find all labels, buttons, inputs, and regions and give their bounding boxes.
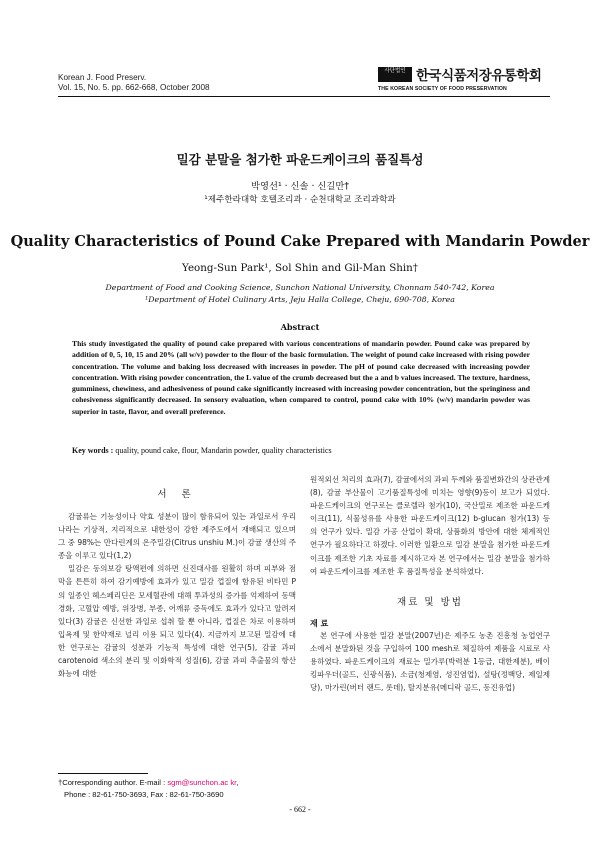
keywords: Key words : quality, pound cake, flour, Mandarin powder, quality characteristics <box>72 446 332 455</box>
footnote-divider <box>58 773 148 774</box>
affiliation-english-2: ¹Department of Hotel Culinary Arts, Jeju Halla College, Cheju, 690-708, Korea <box>145 295 455 304</box>
section-heading-methods: 재료 및 방법 <box>397 596 463 608</box>
author-email-link[interactable]: sgm@sunchon.ac kr <box>167 778 237 787</box>
authors-korean: 박영선¹ · 신솔 · 신길만† <box>251 181 349 192</box>
society-emblem: 사단법인 <box>378 67 412 82</box>
authors-english: Yeong-Sun Park¹, Sol Shin and Gil-Man Shin† <box>182 262 418 274</box>
footnote-label: †Corresponding author. E-mail : <box>58 778 168 787</box>
subsection-heading-materials: 재 료 <box>310 618 329 628</box>
journal-name: Korean J. Food Preserv. <box>58 73 147 82</box>
page-number: - 662 - <box>289 805 311 814</box>
section-heading-introduction: 서 론 <box>157 489 197 500</box>
affiliation-english-1: Department of Food and Cooking Science, Sunchon National University, Chonnam 540-742, Korea <box>105 283 495 292</box>
intro-paragraph: 밀감은 동의보감 탕액편에 의하면 신진대사를 원활히 하며 피부와 점막을 튼튼히 하여 감기예방에 효과가 있고 밀감 껍질에 함유된 비타민 P의 일종인 헤스페리딘은 모세혈관에 대해 투과성의 증가를 억제하여 동맥경화, 고혈압 예방, 위장병, 부종, 어깨류 증독에도 효과가 있다고 알려져 있다(3) 감귤은 신선한 과일로 섭취 할 뿐 아니라, 껍질은 차로 이용하며 입욕제 및 한약재로 널리 이용 되고 있다(4). 지금까지 보고된 밀감에 대한 연구로는 감귤의 성분과 기능적 특성에 대한 연구(5), 감귤 과피 carotenoid 색소의 분리 및 이화학적 성질(6), 감귤 과피 추출물의 항산화능에 대한 <box>58 564 296 679</box>
left-column <box>58 486 296 680</box>
right-column <box>310 473 550 694</box>
abstract-heading: Abstract <box>280 322 320 332</box>
footnote-phone-fax: Phone : 82-61-750-3693, Fax : 82-61-750-3690 <box>64 790 224 799</box>
abstract-text: This study investigated the quality of pound cake prepared with various concentrations of mandarin powder. Pound cake was prepared by addition of 0, 5, 10, 15 and 20% (all w/v) powder to the flour of the basic formulation. The weight of pound cake increased with rising powder concentration. The volume and baking loss decreased with increases in powder. The pH of pound cake decreased with increasing powder concentration. With rising powder concentration, the L value of the crumb decreased but the a and b values increased. The texture, hardness, gumminess, chewiness, and adhesiveness of pound cake significantly increased with increasing powder concentration, but the springiness and cohesiveness significantly decreased. In sensory evaluation, when compared to control, pound cake with 10% (w/v) mandarin powder was superior in taste, flavor, and overall preference. <box>72 339 530 416</box>
affiliation-english <box>0 282 600 306</box>
corresponding-author-footnote: †Corresponding author. E-mail : sgm@sunchon.ac kr, Phone : 82-61-750-3693, Fax : 82-61-750-3690 <box>58 778 239 799</box>
keywords-label: Key words <box>72 446 109 455</box>
intro-paragraph: 감귤류는 기능성이나 약효 성분이 많이 함유되어 있는 과일로서 우리나라는 기상적, 지리적으로 내한성이 강한 제주도에서 재배되고 있으며 그 중 98%는 만다린계의 온주밀감(Citrus unshiu M.)이 감귤 생산의 주종을 이루고 있다(1,2) <box>58 512 296 561</box>
society-name-en: THE KOREAN SOCIETY OF FOOD PRESERVATION <box>378 86 507 92</box>
society-name-ko: 한국식품저장유통학회 <box>416 68 542 84</box>
title-english: Quality Characteristics of Pound Cake Prepared with Mandarin Powder <box>10 233 590 250</box>
materials-paragraph: 본 연구에 사용한 밀감 분말(2007년)은 제주도 농촌 진흥청 농업연구소에서 분말화된 것을 구입하여 100 mesh로 체질하여 제품을 시료로 사용하였다. 파운드케이크의 재료는 밀가루(박력분 1등급, 대한제분), 베이킹파우더(골드, 신광식품), 소금(청제염, 성진염업), 설탕(정백당, 제일제당), 마가린(버터 랜드, 롯데), 탈지분유(메디락 골드, 동진유업) <box>310 630 550 693</box>
body-paragraph: 원적외선 처리의 효과(7), 감귤에서의 과피 두께와 품질변화간의 상관관계(8), 감귤 부산물이 고기품질특성에 미치는 영향(9)등이 보고가 되었다. 파운드케이크의 연구로는 클로렐라 첨가(10), 국산밀로 제조한 파운드케이크(11), 식물성유를 사용한 파운드케이크(12) b-glucan 첨가(13) 등의 연구가 있다. 밀감 가공 산업이 확대, 상품화의 방안에 대한 체계적인 연구가 필요하다고 하겠다. 이러한 일환으로 밀감 분말을 첨가한 파운드케이크를 제조한 기초 자료를 제시하고자 본 연구에서는 밀감 분말을 첨가하여 파운드케이크를 제조한 후 품질특성을 분석하였다. <box>310 475 550 576</box>
affiliation-korean: ¹제주한라대학 호텔조리과 · 순천대학교 조리과학과 <box>204 195 396 205</box>
society-logo <box>378 64 550 92</box>
keywords-text: quality, pound cake, flour, Mandarin powder, quality characteristics <box>115 446 332 455</box>
journal-citation <box>58 73 210 93</box>
journal-volume: Vol. 15, No. 5. pp. 662-668, October 2008 <box>58 83 210 92</box>
title-korean: 밀감 분말을 첨가한 파운드케이크의 품질특성 <box>176 152 424 167</box>
header-divider <box>58 96 550 97</box>
